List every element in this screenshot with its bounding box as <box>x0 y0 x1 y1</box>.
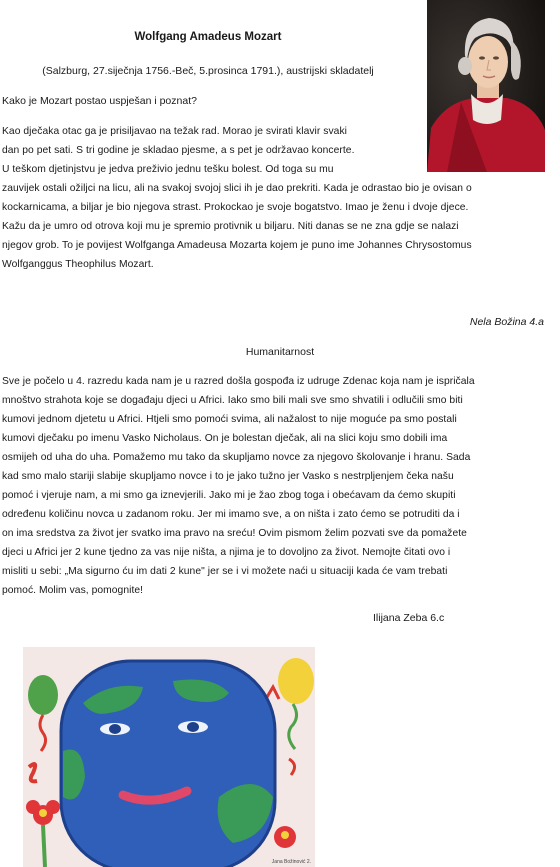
text-line: on ima sredstva za život jer svatko ima pravo na sreću! Ovim pismom želim pozvati sve da pomažete <box>2 528 467 539</box>
mozart-author: Nela Božina 4.a <box>469 316 544 328</box>
text-line: kumovi jednom djetetu u Africi. Htjeli smo pomoći svima, ali nažalost to nije moguće pa smo postali <box>2 414 457 425</box>
humanitarnost-title: Humanitarnost <box>245 346 315 358</box>
text-line: pomoć i vjeruje nam, a mi smo ga iznevjerili. Jako mi je žao zbog toga i obećavam da ćemo skupiti <box>2 490 456 501</box>
mozart-title: Wolfgang Amadeus Mozart <box>134 31 282 43</box>
globe-drawing <box>23 647 315 867</box>
drawing-signature: Jana Božinović 2. <box>271 859 311 865</box>
text-line: pomoć. Molim vas, pomognite! <box>2 585 144 596</box>
text-line: kumovi dječaku po imenu Vasko Nicholaus. On je bolestan dječak, ali na slici koju smo dobili ima <box>2 433 448 444</box>
text-line: kockarnicama, a biljar je bio njegova strast. Prokockao je svoje bogatstvo. Imao je ženu i dvoje djece. <box>2 202 469 213</box>
text-line: kad smo malo stariji slabije skupljamo novce i to je jako tužno jer Vasko s nestrpljenjem čeka našu <box>2 471 454 482</box>
humanitarnost-paragraph <box>2 372 475 600</box>
text-line: osmijeh od uha do uha. Pomažemo mu tako da skupljamo novce za njegovo školovanje i hranu. Sada <box>2 452 471 463</box>
text-line: mnoštvo strahota koje se događaju djeci u Africi. Iako smo bili mali sve smo shvatili i odlučili smo biti <box>2 395 463 406</box>
text-line: Kao dječaka otac ga je prisiljavao na težak rad. Morao je svirati klavir svaki <box>2 126 347 137</box>
text-line: njegov grob. To je povijest Wolfganga Amadeusa Mozarta kojem je puno ime Johannes Chrysostomus <box>2 240 472 251</box>
mozart-question: Kako je Mozart postao uspješan i poznat? <box>2 95 197 107</box>
text-line: dan po pet sati. S tri godine je skladao pjesme, a s pet je održavao koncerte. <box>2 145 355 156</box>
text-line: misliti u sebi: „Ma sigurno ću im dati 2 kune" jer se i vi možete naći u situaciji kada će vam trebati <box>2 566 448 577</box>
humanitarnost-author: Ilijana Zeba 6.c <box>373 612 445 624</box>
text-line: Wolfganggus Theophilus Mozart. <box>2 259 154 270</box>
text-line: određenu količinu novca u zadanom roku. Jer mi imamo sve, a on ništa i zato ćemo se potruditi da i <box>2 509 460 520</box>
mozart-paragraph <box>2 122 472 274</box>
text-line: U teškom djetinjstvu je jedva preživio jednu tešku bolest. Od toga su mu <box>2 164 334 175</box>
text-line: zauvijek ostali ožiljci na licu, ali na svakoj svojoj slici ih je dao prekriti. Kada je odrastao bio je ovisan o <box>2 183 472 194</box>
text-line: Kažu da je umro od otrova koji mu je spremio protivnik u biljaru. Niti danas se ne zna gdje se nalazi <box>2 221 459 232</box>
text-line: Sve je počelo u 4. razredu kada nam je u razred došla gospođa iz udruge Zdenac koja nam je ispričala <box>2 376 475 387</box>
mozart-subtitle: (Salzburg, 27.siječnja 1756.-Beč, 5.prosinca 1791.), austrijski skladatelj <box>42 65 374 77</box>
text-line: djeci u Africi jer 2 kune tjedno za vas nije ništa, a njima je to dovoljno za život. Nemojte čitati ovo i <box>2 547 451 558</box>
